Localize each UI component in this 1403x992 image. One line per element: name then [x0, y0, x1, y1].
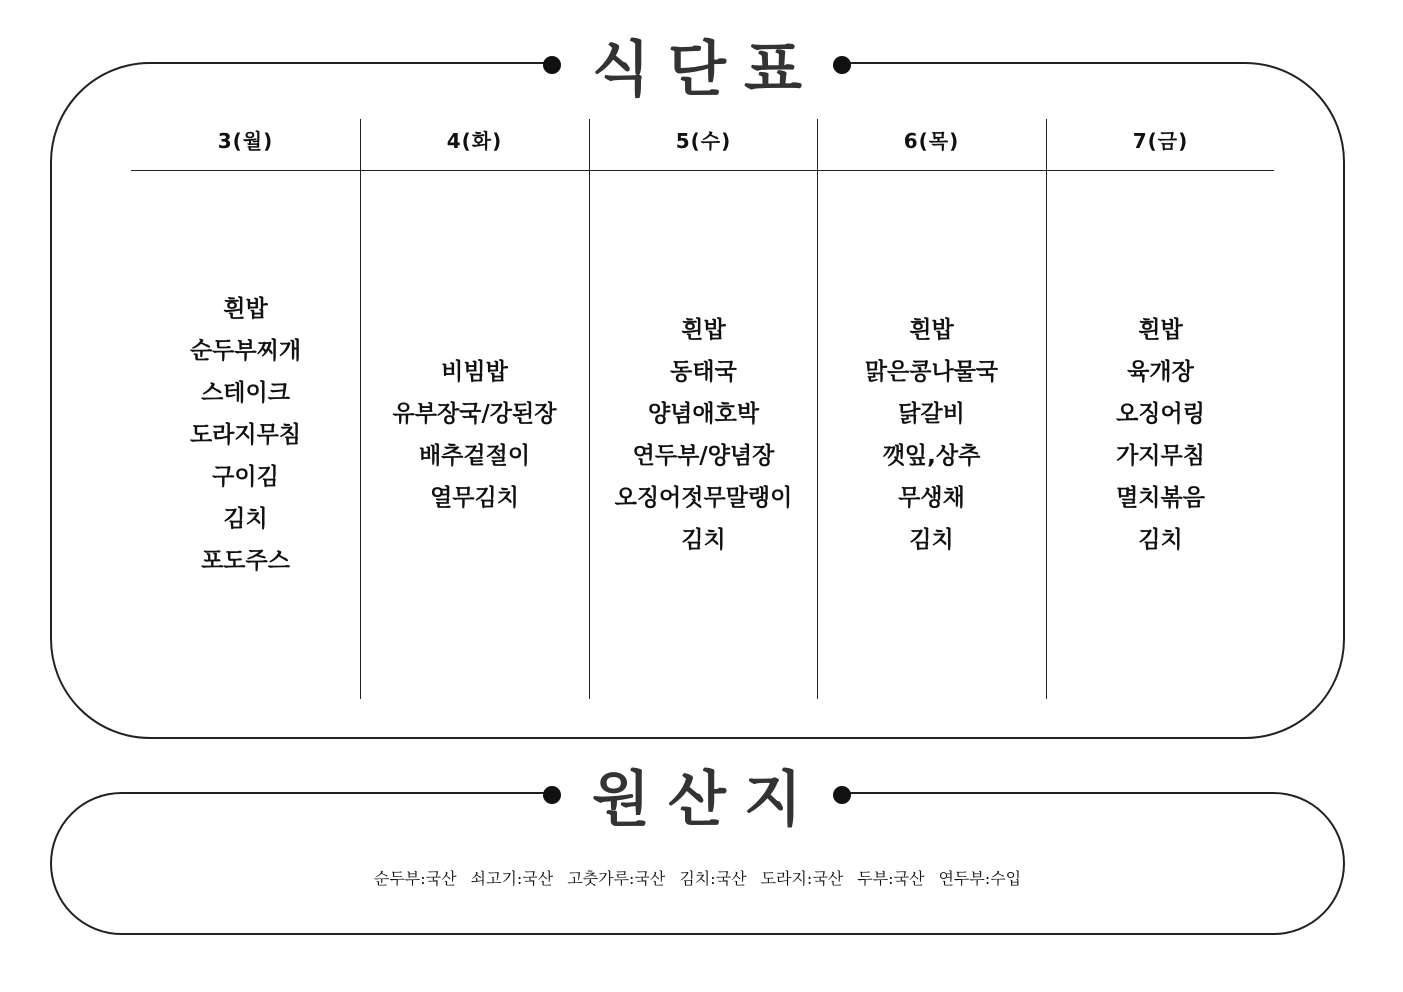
menu-item: 무생채	[898, 485, 965, 511]
origin-entry: 두부:국산	[857, 869, 925, 888]
day-column-mon	[131, 119, 360, 699]
menu-list	[589, 171, 818, 699]
day-column-thu	[817, 119, 1046, 699]
title-left-dot	[543, 56, 561, 74]
menu-item: 육개장	[1127, 359, 1194, 385]
origin-entry: 쇠고기:국산	[470, 869, 554, 888]
menu-item: 순두부찌개	[189, 338, 302, 364]
menu-item: 도라지무침	[189, 422, 302, 448]
menu-item: 맑은콩나물국	[864, 359, 999, 385]
title-right-dot	[833, 786, 851, 804]
menu-item: 김치	[1138, 527, 1183, 553]
title-left-dot	[543, 786, 561, 804]
menu-item: 비빔밥	[441, 359, 508, 385]
origin-entry: 연두부:수입	[938, 869, 1022, 888]
menu-item: 가지무침	[1116, 443, 1205, 469]
menu-item: 포도주스	[201, 548, 290, 574]
menu-item: 스테이크	[201, 380, 290, 406]
menu-list	[360, 171, 589, 699]
origin-entry: 순두부:국산	[373, 869, 457, 888]
menu-item: 동태국	[670, 359, 737, 385]
menu-item: 열무김치	[430, 485, 519, 511]
day-header: 3(월)	[217, 128, 274, 153]
menu-table	[131, 119, 1274, 699]
menu-item: 김치	[681, 527, 726, 553]
menu-item: 김치	[223, 506, 268, 532]
menu-item: 닭갈비	[898, 401, 965, 427]
menu-item: 흰밥	[909, 317, 954, 343]
menu-item: 배추겉절이	[418, 443, 531, 469]
origin-entry: 고춧가루:국산	[567, 869, 666, 888]
title-right-dot	[833, 56, 851, 74]
menu-list	[1046, 171, 1275, 699]
menu-item: 양념애호박	[647, 401, 760, 427]
menu-item: 멸치볶음	[1116, 485, 1205, 511]
menu-item: 유부장국/강된장	[392, 401, 557, 427]
origin-list	[50, 866, 1345, 889]
day-column-tue	[360, 119, 589, 699]
origin-entry: 도라지:국산	[760, 869, 844, 888]
menu-title-wrap	[552, 20, 842, 110]
menu-list	[817, 171, 1046, 699]
menu-item: 연두부/양념장	[632, 443, 775, 469]
menu-item: 김치	[909, 527, 954, 553]
menu-item: 오징어링	[1116, 401, 1205, 427]
menu-item: 흰밥	[1138, 317, 1183, 343]
menu-title: 식단표	[592, 35, 820, 105]
day-header: 7(금)	[1132, 128, 1189, 153]
origin-title: 원산지	[592, 765, 820, 835]
day-column-fri	[1046, 119, 1275, 699]
menu-item: 흰밥	[681, 317, 726, 343]
origin-entry: 김치:국산	[679, 869, 747, 888]
day-column-wed	[589, 119, 818, 699]
origin-title-wrap	[552, 750, 842, 840]
menu-item: 흰밥	[223, 296, 268, 322]
menu-list	[131, 171, 360, 699]
menu-item: 구이김	[212, 464, 279, 490]
day-header: 4(화)	[446, 128, 503, 153]
menu-item: 오징어젓무말랭이	[614, 485, 793, 511]
menu-item: 깻잎,상추	[882, 443, 981, 469]
day-header: 6(목)	[903, 128, 960, 153]
day-header: 5(수)	[675, 128, 732, 153]
